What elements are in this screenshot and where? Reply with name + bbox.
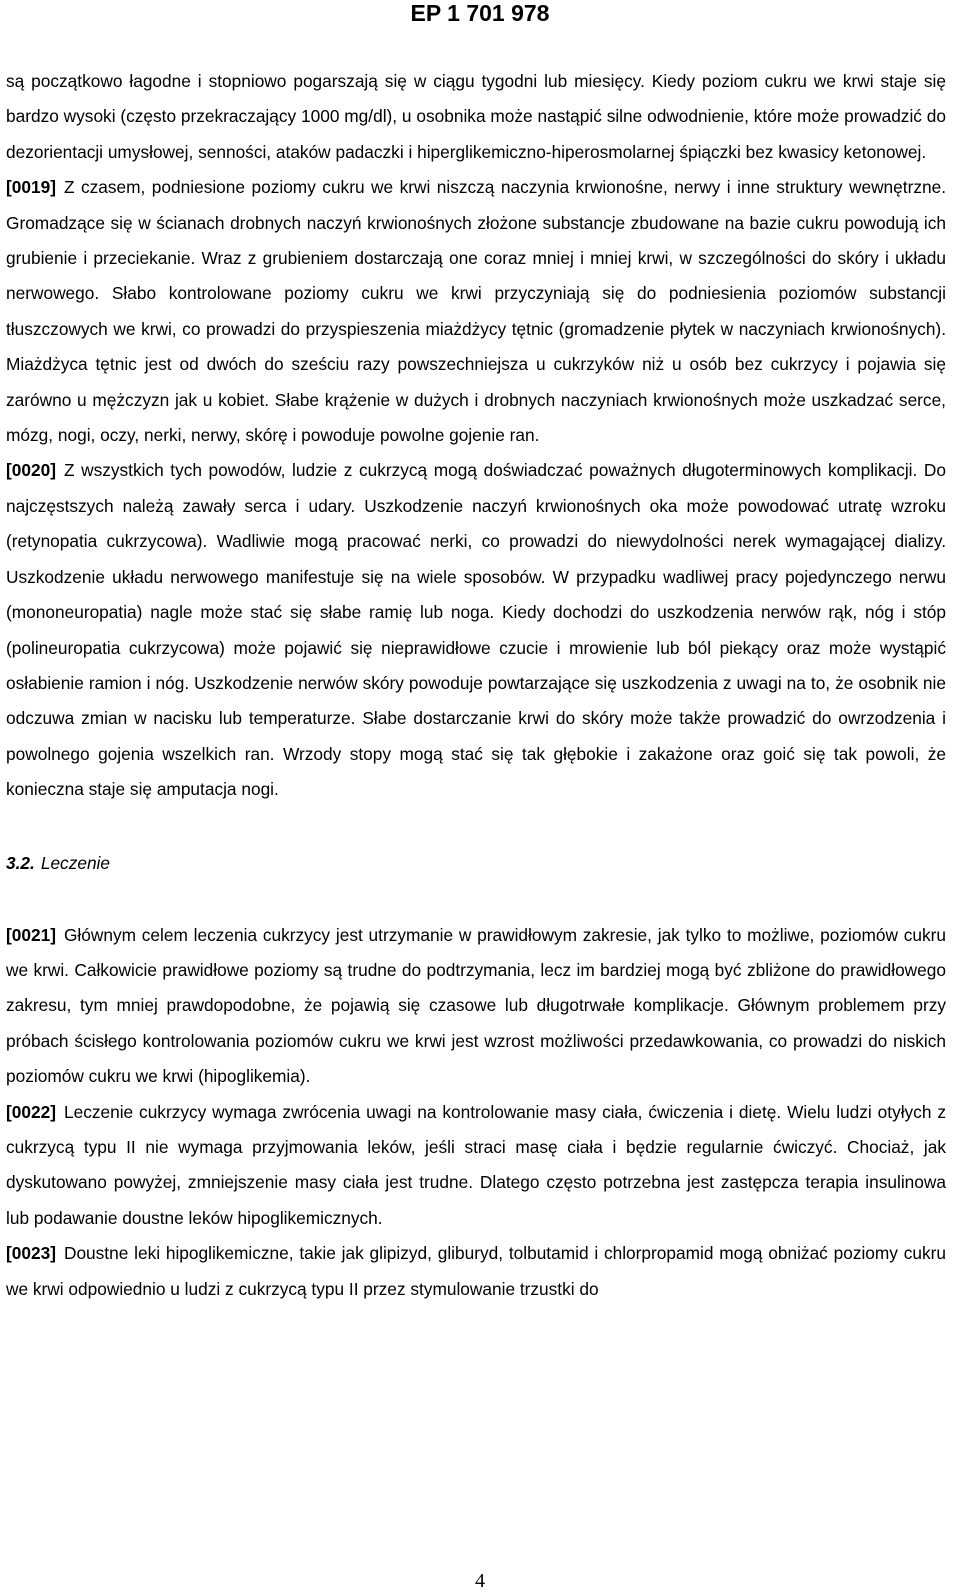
paragraph-0022 [6,1095,946,1237]
paragraph-text: Z czasem, podniesione poziomy cukru we krwi niszczą naczynia krwionośne, nerwy i inne struktury wewnętrzne. Gromadzące się w ścianach drobnych naczyń krwionośnych złożone substancje zbudowane na bazie cukru powodują ich grubienie i przeciekanie. Wraz z grubieniem dostarczają one coraz mniej i mniej krwi, w szczególności do skóry i układu nerwowego. Słabo kontrolowane poziomy cukru we krwi przyczyniają się do podniesienia poziomów substancji tłuszczowych we krwi, co prowadzi do przyspieszenia miażdżycy tętnic (gromadzenie płytek w naczyniach krwionośnych). Miażdżyca tętnic jest od dwóch do sześciu razy powszechniejsza u cukrzyków niż u osób bez cukrzycy i pojawia się zarówno u mężczyzn jak u kobiet. Słabe krążenie w dużych i drobnych naczyniach krwionośnych może uszkadzać serce, mózg, nogi, oczy, nerki, nerwy, skórę i powoduje powolne gojenie ran. [6,177,946,446]
paragraph-text: Doustne leki hipoglikemiczne, takie jak glipizyd, gliburyd, tolbutamid i chlorpropamid mogą obniżać poziomy cukru we krwi odpowiednio u ludzi z cukrzycą typu II przez stymulowanie trzustki do [6,1243,946,1299]
paragraph-0019 [6,170,946,453]
document-number: EP 1 701 978 [410,0,550,26]
paragraph-intro: są początkowo łagodne i stopniowo pogarszają się w ciągu tygodni lub miesięcy. Kiedy poziom cukru we krwi staje się bardzo wysoki (często przekraczający 1000 mg/dl), u osobnika może nastąpić silne odwodnienie, które może prowadzić do dezorientacji umysłowej, senności, ataków padaczki i hiperglikemiczno-hiperosmolarnej śpiączki bez kwasicy ketonowej. [6,71,946,162]
section-heading [6,852,946,874]
paragraph-0023 [6,1236,946,1307]
paragraph-number: [0020] [6,460,56,481]
paragraph-number: [0022] [6,1101,56,1122]
section-title: Leczenie [40,852,111,873]
paragraph-text: Głównym celem leczenia cukrzycy jest utrzymanie w prawidłowym zakresie, jak tylko to możliwe, poziomów cukru we krwi. Całkowicie prawidłowe poziomy są trudne do podtrzymania, lecz im bardziej mogą być zbliżone do prawidłowego zakresu, tym mniej prawdopodobne, że pojawią się czasowe lub długotrwałe komplikacje. Głównym problemem przy próbach ścisłego kontrolowania poziomów cukru we krwi jest wzrost możliwości przedawkowania, co prowadzi do niskich poziomów cukru we krwi (hipoglikemia). [6,924,946,1087]
page-number: 4 [475,1570,485,1592]
document-body [6,64,946,1307]
paragraph-number: [0019] [6,177,56,198]
paragraph-text: Leczenie cukrzycy wymaga zwrócenia uwagi na kontrolowanie masy ciała, ćwiczenia i dietę. Wielu ludzi otyłych z cukrzycą typu II nie wymaga przyjmowania leków, jeśli straci masę ciała i będzie regularnie ćwiczyć. Chociaż, jak dyskutowano powyżej, zmniejszenie masy ciała jest trudne. Dlatego często potrzebna jest zastępcza terapia insulinowa lub podawanie doustne leków hipoglikemicznych. [6,1101,946,1228]
paragraph-0021 [6,918,946,1095]
paragraph-text: Z wszystkich tych powodów, ludzie z cukrzycą mogą doświadczać poważnych długoterminowych komplikacji. Do najczęstszych należą zawały serca i udary. Uszkodzenie naczyń krwionośnych oka może powodować utratę wzroku (retynopatia cukrzycowa). Wadliwie mogą pracować nerki, co prowadzi do niewydolności nerek wymagającej dializy. Uszkodzenie układu nerwowego manifestuje się na wiele sposobów. W przypadku wadliwej pracy pojedynczego nerwu (mononeuropatia) nagle może stać się słabe ramię lub noga. Kiedy dochodzi do uszkodzenia nerwów rąk, nóg i stóp (polineuropatia cukrzycowa) może pojawić się nieprawidłowe czucie i mrowienie lub ból piekący oraz może wystąpić osłabienie ramion i nóg. Uszkodzenie nerwów skóry powoduje powtarzające się uszkodzenia z uwagi na to, że osobnik nie odczuwa zmian w nacisku lub temperaturze. Słabe dostarczanie krwi do skóry może także prowadzić do owrzodzenia i powolnego gojenia wszelkich ran. Wrzody stopy mogą stać się tak głębokie i zakażone oraz goić się tak powoli, że konieczna staje się amputacja nogi. [6,460,946,800]
paragraph-number: [0023] [6,1243,56,1264]
section-number: 3.2. [6,852,35,873]
paragraph-number: [0021] [6,924,56,945]
paragraph-0020 [6,453,946,807]
